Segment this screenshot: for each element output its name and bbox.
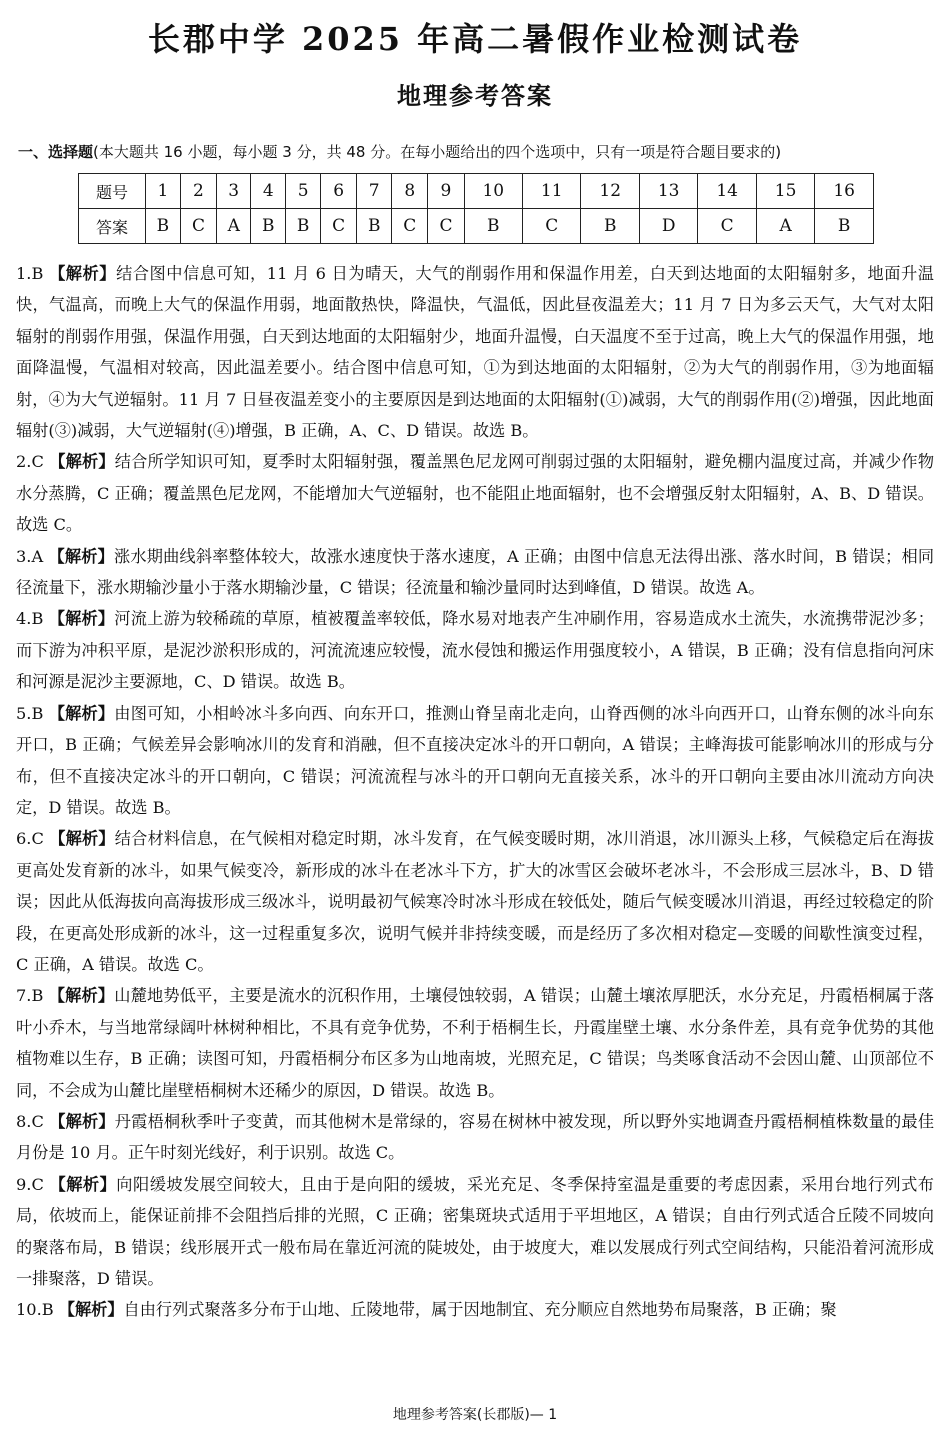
analysis-tag: 【解析】 <box>58 1300 124 1320</box>
analysis-text: 向阳缓坡发展空间较大，且由于是向阳的缓坡，采光充足、冬季保持室温是重要的考虑因素，采用台地行列式布局，依坡而上，能保证前排不会阻挡后排的光照，C 正确；密集斑块式适用于平坦地区，A 错误；自由行列式适合丘陵不同坡向的聚落布局，B 错误；线形展开式一般布局在靠近河流的陡坡处，由于坡度大，难以发展成行列式空间结构，只能沿着河流形成一排聚落，D 错误。 <box>16 1174 934 1288</box>
answer-table-answer-row <box>79 209 874 244</box>
question-answer: 1.B <box>16 264 44 283</box>
analysis-text: 山麓地势低平，主要是流水的沉积作用，土壤侵蚀较弱，A 错误；山麓土壤浓厚肥沃，水分充足，丹霞梧桐属于落叶小乔木，与当地常绿阔叶林树种相比，不具有竞争优势，不利于梧桐生长，丹霞崖壁土壤、水分条件差，具有竞争优势的其他植物难以生存，B 正确；读图可知，丹霞梧桐分布区多为山地南坡，光照充足，C 错误；鸟类啄食活动不会因山麓、山顶部位不同，不会成为山麓比崖壁梧桐树木还稀少的原因，D 错误。故选 B。 <box>16 986 934 1100</box>
section-note: (本大题共 16 小题，每小题 3 分，共 48 分。在每小题给出的四个选项中，只有一项是符合题目要求的) <box>93 143 782 161</box>
explanation-item <box>16 1169 934 1295</box>
answer-cell: B <box>815 209 874 244</box>
question-answer: 2.C <box>16 452 44 472</box>
answer-cell: C <box>698 209 756 244</box>
question-number-cell: 6 <box>321 174 357 209</box>
section-heading <box>18 140 938 164</box>
answer-cell: C <box>321 209 357 244</box>
question-number-cell: 14 <box>698 174 756 209</box>
row-label-number: 题号 <box>79 174 146 209</box>
question-number-cell: 1 <box>146 174 181 209</box>
question-number-cell: 2 <box>180 174 216 209</box>
question-number-cell: 4 <box>251 174 286 209</box>
section-label: 一、选择题 <box>18 143 94 161</box>
analysis-tag: 【解析】 <box>48 546 114 566</box>
answer-cell: A <box>217 209 251 244</box>
analysis-text: 丹霞梧桐秋季叶子变黄，而其他树木是常绿的，容易在树林中被发现，所以野外实地调查丹霞梧桐植株数量的最佳月份是 10 月。正午时刻光线好，利于识别。故选 C。 <box>16 1111 935 1163</box>
explanation-item <box>16 541 934 604</box>
question-number-cell: 10 <box>464 174 522 209</box>
explanation-item <box>16 698 934 824</box>
question-number-cell: 13 <box>639 174 697 209</box>
page-footer: 地理参考答案(长郡版)— 1 <box>392 1407 558 1423</box>
analysis-tag: 【解析】 <box>48 609 115 629</box>
question-answer: 4.B <box>16 609 44 629</box>
page-title: 长郡中学 2025 年高二暑假作业检测试卷 <box>147 20 803 58</box>
question-answer: 5.B <box>16 703 44 723</box>
analysis-text: 结合图中信息可知，11 月 6 日为晴天，大气的削弱作用和保温作用差，白天到达地面的太阳辐射多，地面升温快，气温高，而晚上大气的保温作用弱，地面散热快，降温快，气温低，因此昼夜温差大；11 月 7 日为多云天气，大气对太阳辐射的削弱作用强，保温作用强，白天到达地面的太阳辐射少，地面升温慢，白天温度不至于过高，晚上大气的保温作用强，地面降温慢，气温相对较高，因此温差要小。结合图中信息可知，①为到达地面的太阳辐射，②为大气的削弱作用，③为地面辐射，④为大气逆辐射。11 月 7 日昼夜温差变小的主要原因是到达地面的太阳辐射(①)减弱，大气的削弱作用(②)增强，因此地面辐射(③)减弱，大气逆辐射(④)增强，B 正确，A、C、D 错误。故选 B。 <box>16 264 934 441</box>
answer-table <box>78 173 874 244</box>
answer-cell: B <box>357 209 392 244</box>
answer-cell: C <box>392 209 428 244</box>
question-number-cell: 15 <box>756 174 814 209</box>
analysis-tag: 【解析】 <box>48 703 115 723</box>
answer-cell: C <box>428 209 464 244</box>
explanation-item <box>16 446 934 540</box>
question-number-cell: 7 <box>357 174 392 209</box>
answer-cell: B <box>286 209 321 244</box>
question-answer: 6.C <box>16 829 44 849</box>
answer-cell: D <box>639 209 697 244</box>
analysis-tag: 【解析】 <box>49 452 115 472</box>
explanation-item <box>16 1294 934 1325</box>
question-number-cell: 3 <box>217 174 251 209</box>
explanation-item <box>16 258 934 446</box>
answer-cell: A <box>756 209 814 244</box>
analysis-text: 自由行列式聚落多分布于山地、丘陵地带，属于因地制宜、充分顺应自然地势布局聚落，B 正确；聚 <box>123 1300 837 1320</box>
analysis-text: 结合所学知识可知，夏季时太阳辐射强，覆盖黑色尼龙网可削弱过强的太阳辐射，避免棚内温度过高，并减少作物水分蒸腾，C 正确；覆盖黑色尼龙网，不能增加大气逆辐射，也不能阻止地面辐射，也不会增强反射太阳辐射，A、B、D 错误。故选 C。 <box>16 452 935 535</box>
analysis-tag: 【解析】 <box>49 264 117 283</box>
answer-cell: B <box>581 209 639 244</box>
answer-cell: B <box>146 209 181 244</box>
question-answer: 10.B <box>16 1300 54 1320</box>
analysis-tag: 【解析】 <box>48 986 115 1006</box>
question-number-cell: 11 <box>523 174 581 209</box>
explanation-item <box>16 823 934 980</box>
explanation-item <box>16 1106 934 1169</box>
question-answer: 3.A <box>16 546 44 566</box>
explanation-list <box>16 258 934 1326</box>
row-label-answer: 答案 <box>79 209 146 244</box>
analysis-tag: 【解析】 <box>49 1111 115 1131</box>
explanation-item <box>16 980 934 1106</box>
question-answer: 9.C <box>16 1174 44 1194</box>
answer-table-number-row <box>79 174 874 209</box>
question-number-cell: 9 <box>428 174 464 209</box>
question-number-cell: 16 <box>815 174 874 209</box>
analysis-text: 由图可知，小相岭冰斗多向西、向东开口，推测山脊呈南北走向，山脊西侧的冰斗向西开口，山脊东侧的冰斗向东开口，B 正确；气候差异会影响冰川的发育和消融，但不直接决定冰斗的开口朝向，A 错误；主峰海拔可能影响冰川的形成与分布，但不直接决定冰斗的开口朝向，C 错误；河流流程与冰斗的开口朝向无直接关系，冰斗的开口朝向主要由冰川流动方向决定，D 错误。故选 B。 <box>16 703 934 817</box>
analysis-text: 结合材料信息，在气候相对稳定时期，冰斗发育，在气候变暖时期，冰川消退，冰川源头上移，气候稳定后在海拔更高处发育新的冰斗，如果气候变冷，新形成的冰斗在老冰斗下方，扩大的冰雪区会破坏老冰斗，不会形成三层冰斗，B、D 错误；因此从低海拔向高海拔形成三级冰斗，说明最初气候寒冷时冰斗形成在较低处，随后气候变暖冰川消退，再经过较稳定的阶段，在更高处形成新的冰斗，这一过程重复多次，说明气候并非持续变暖，而是经历了多次相对稳定—变暖的间歇性演变过程，C 正确，A 错误。故选 C。 <box>16 829 935 974</box>
page-subtitle: 地理参考答案 <box>397 82 553 110</box>
question-answer: 7.B <box>16 986 44 1006</box>
explanation-item <box>16 603 934 697</box>
answer-cell: B <box>251 209 286 244</box>
analysis-text: 涨水期曲线斜率整体较大，故涨水速度快于落水速度，A 正确；由图中信息无法得出涨、落水时间，B 错误；相同径流量下，涨水期输沙量小于落水期输沙量，C 错误；径流量和输沙量同时达到峰值，D 错误。故选 A。 <box>16 546 935 598</box>
question-number-cell: 8 <box>392 174 428 209</box>
analysis-text: 河流上游为较稀疏的草原，植被覆盖率较低，降水易对地表产生冲刷作用，容易造成水土流失，水流携带泥沙多；而下游为冲积平原，是泥沙淤积形成的，河流流速应较慢，流水侵蚀和搬运作用强度较小，A 错误，B 正确；没有信息指向河床和河源是泥沙主要源地，C、D 错误。故选 B。 <box>16 609 934 692</box>
analysis-tag: 【解析】 <box>49 1174 117 1194</box>
answer-cell: C <box>523 209 581 244</box>
question-number-cell: 12 <box>581 174 639 209</box>
analysis-tag: 【解析】 <box>49 829 115 849</box>
answer-cell: B <box>464 209 522 244</box>
question-number-cell: 5 <box>286 174 321 209</box>
answer-cell: C <box>180 209 216 244</box>
question-answer: 8.C <box>16 1111 44 1131</box>
